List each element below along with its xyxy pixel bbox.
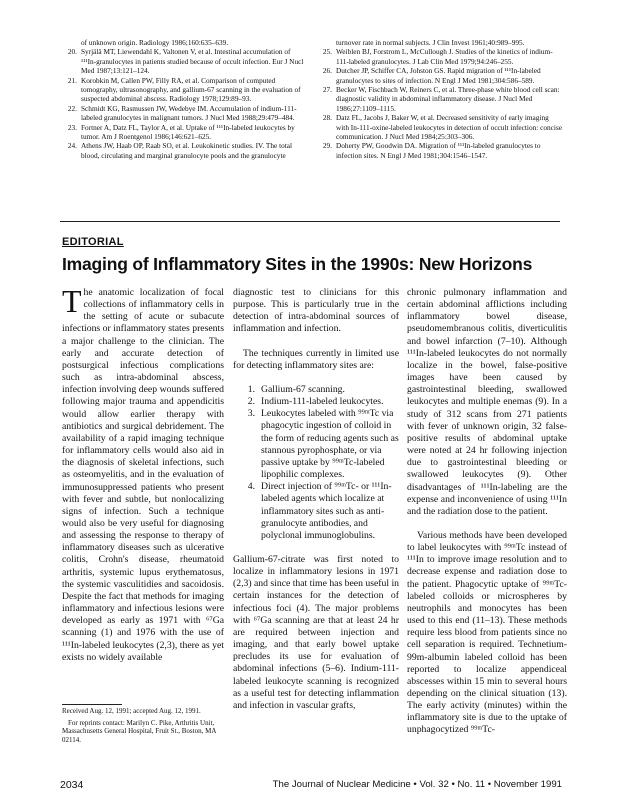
reference-text: Doherty PW, Goodwin DA. Migration of ¹¹¹In-labeled granulocytes to infection sites. N Engl J Med 1981;304:1546–1547. (336, 141, 541, 160)
list-number: 3. (247, 408, 255, 420)
reference-item (315, 85, 563, 113)
reference-item (60, 141, 305, 160)
references-right-column (315, 38, 563, 160)
paragraph: The anatomic localization of focal collections of inflammatory cells in the setting of acute or subacute infections or inflammatory states presents a major challenge to the clinician. The early and accurate detection of postsurgical infectious complications such as intra-abdominal abscess, infection involving deep wounds suffered following major trauma and appendicitis would allow earlier therapy with antibiotics and surgical debridement. The availability of a rapid imaging technique for inflammatory cells would also aid in the diagnosis of skeletal infections, such as osteomyelitis, and in the evaluation of immunosuppressed patients who present with fever and subtle, but nonlocalizing signs of infection. Such a technique would also be very useful for diagnosing and assessing the response to therapy of inflammatory diseases such as ulcerative colitis, Crohn's disease, rheumatoid arthritis, systemic lupus erythematosus, the systemic vasculitidies and sacoidosis. Despite the fact that methods for imaging inflammatory and infectious lesions were developed as early as 1971 with ⁶⁷Ga scanning (1) and 1976 with the use of ¹¹¹In-labeled leukocytes (2,3), there as yet exists no widely available (62, 283, 224, 663)
journal-footer: The Journal of Nuclear Medicine • Vol. 32 • No. 11 • November 1991 (272, 779, 562, 790)
paragraph: Various methods have been developed to label leukocytes with ⁹⁹ᵐTc instead of ¹¹¹In to improve image resolution and to decrease expense and radiation dose to the patient. Phagocytic uptake of ⁹⁹ᵐTc-labeled colloids or microspheres by neutrophils and monocytes has been used to this end (11–13). These methods require less blood from patients since no cell separation is required. Technetium-99m-albumin labeled colloid has been reported to localize appendiceal abscesses within 15 min to several hours depending on the clinical situation (13). The early activity (minutes) within the inflammatory site is due to the uptake of unphagocytized ⁹⁹ᵐTc- (407, 529, 567, 736)
reference-number: 23. (67, 122, 77, 132)
list-number: 4. (247, 481, 255, 493)
reference-number: 26. (322, 66, 332, 76)
reference-text: Fortner A, Datz FL, Taylor A, et al. Uptake of ¹¹¹In-labeled leukocytes by tumor. Am J Roentgenol 1986;146:621–625. (81, 122, 295, 142)
list-item (233, 384, 399, 396)
reference-text: of unknown origin. Radiology 1986;160:635–639. (81, 38, 229, 47)
reference-number: 22. (67, 103, 77, 113)
list-number: 1. (247, 383, 255, 395)
list-text: Indium-111-labeled leukocytes. (261, 396, 384, 408)
reference-item (60, 38, 305, 47)
paragraph: The techniques currently in limited use for detecting inflammatory sites are: (233, 347, 399, 371)
reference-number: 24. (67, 141, 77, 151)
reference-text: Becker W, Fischbach W, Reiners C, et al. Three-phase white blood cell scan: diagnostic validity in abdominal inflammatory disease. J Nucl Med 1986;27:1109–1115. (336, 85, 560, 113)
reference-text: Weiblen BJ, Forstrom L, McCullough J. Studies of the kinetics of indium-111-labeled granulocytes. J Lab Clin Med 1979;94:246–255. (336, 47, 553, 66)
section-divider (60, 221, 560, 222)
reference-item (315, 113, 563, 141)
footnote (62, 707, 227, 744)
reference-item (315, 47, 563, 66)
reference-number: 20. (67, 47, 77, 57)
reference-number: 25. (322, 47, 332, 57)
footnote-received: Received Aug. 12, 1991; accepted Aug. 12, 1991. (62, 707, 201, 715)
list-text: Gallium-67 scanning. (261, 383, 345, 395)
reference-item (60, 123, 305, 142)
footnote-reprints: For reprints contact: Marilyn C. Pike, Arthritis Unit, Massachusetts General Hospital, Fruit St., Boston, MA 02114. (62, 718, 216, 744)
drop-cap: T (62, 283, 82, 319)
reference-text: Schmidt KG, Rasmussen JW, Wedebye IM. Accumulation of indium-111-labeled granulocytes in malignant tumors. J Nucl Med 1988;29:479–484. (81, 103, 297, 123)
body-column-3 (407, 287, 567, 737)
section-label: EDITORIAL (62, 236, 124, 248)
paragraph: chronic pulmonary inflammation and certain abdominal afflictions including inflammatory bowel disease, pseudomembranous colitis, diverticulitis and bowel infarction (7–10). Although ¹¹¹In-labeled leukocytes do not normally localize in the bowel, false-positive images have been caused by gastrointestinal bleeding, swallowed leukocytes and multiple enemas (9). In a study of 312 scans from 271 patients with fever of unknown origin, 32 false-positive results of abdominal uptake were noted at 24 hr following injection due to gastrointestinal bleeding or swallowed leukocytes (9). Other disadvantages of ¹¹¹In-labeling are the expense and inconvenience of using ¹¹¹In and the radiation dose to the patient. (407, 287, 567, 517)
reference-item (315, 141, 563, 160)
techniques-list (233, 384, 399, 542)
reference-text: Syrjälä MT, Liewendahl K, Valtonen V, et al. Intestinal accumulation of ¹¹¹In-granulocytes in patients studied because of occult infection. Eur J Nucl Med 1987;13:121–124. (81, 47, 304, 76)
reference-item (315, 66, 563, 85)
list-text: Direct injection of ⁹⁹ᵐTc- or ¹¹¹In-labeled agents which localize at inflammatory sites such as anti-granulocyte antibodies, and polyclonal immunoglobulins. (261, 481, 392, 541)
paragraph: diagnostic test to clinicians for this purpose. This is particularly true in the detection of intra-abdominal sources of inflammation and infection. (233, 287, 399, 335)
references-left-column (60, 38, 305, 160)
reference-text: Dutcher JP, Schiffer CA, Johston GS. Rapid migration of ¹¹¹In-labeled granulocytes to sites of infection. N Engl J Med 1981;304:586–589. (336, 66, 541, 85)
footnote-rule (62, 704, 122, 705)
reference-item (60, 76, 305, 104)
reference-number: 28. (322, 113, 332, 123)
list-item (233, 408, 399, 481)
article-title: Imaging of Inflammatory Sites in the 1990s: New Horizons (62, 254, 533, 274)
reference-item (60, 47, 305, 75)
reference-item (60, 104, 305, 123)
body-column-2 (233, 287, 399, 712)
reference-number: 27. (322, 85, 332, 95)
list-item (233, 396, 399, 408)
reference-text: Athens JW, Haab OP, Raab SO, et al. Leukokinetic studies. IV. The total blood, circulating and marginal granulocyte pools and the granulocyte (81, 141, 293, 160)
reference-text: Korobkin M, Callen PW, Filly RA, et al. Comparison of computed tomography, ultrasonography, and gallium-67 scanning in the evaluation of suspected abdominal abscess. Radiology 1978;129:89–93. (81, 75, 301, 104)
paragraph: Gallium-67-citrate was first noted to localize in inflammatory lesions in 1971 (2,3) and since that time has been useful in certain instances for the detection of infectious foci (4). The major problems with ⁶⁷Ga scanning are that at least 24 hr are required between injection and imaging, and that early bowel uptake precludes its use for evaluation of abdominal infections (5–6). Indium-111-labeled leukocyte scanning is recognized as a useful test for detecting inflammation and infection in vascular grafts, (233, 553, 399, 711)
reference-item (315, 38, 563, 47)
list-text: Leukocytes labeled with ⁹⁹ᵐTc via phagocytic ingestion of colloid in the form of reducing agents such as stannous pyrophosphate, or via passive uptake by ⁹⁹ᵐTc-labeled lipophilic complexes. (261, 408, 399, 481)
reference-number: 21. (67, 75, 77, 85)
page-number: 2034 (60, 779, 84, 791)
list-number: 2. (247, 396, 255, 408)
body-column-1 (62, 283, 224, 664)
list-item (233, 481, 399, 542)
reference-text: Datz FL, Jacobs J, Baker W, et al. Decreased sensitivity of early imaging with In-111-oxine-labeled leukocytes in detection of occult infection: concise communication. J Nucl Med 1984;25:303–306. (336, 113, 562, 142)
reference-text: turnover rate in normal subjects. J Clin Invest 1961;40:989–995. (336, 38, 525, 47)
reference-number: 29. (322, 141, 332, 151)
